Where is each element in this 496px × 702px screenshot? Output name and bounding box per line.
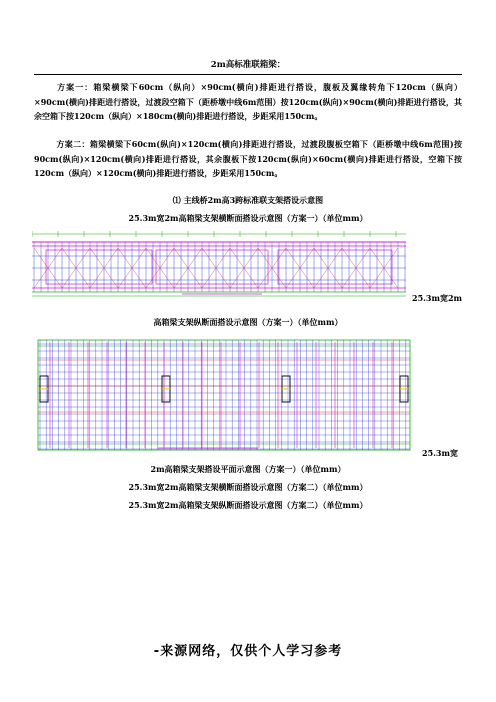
footer-note: -来源网络，仅供个人学习参考 (153, 644, 343, 659)
plan-one-text: 方案一：箱梁横梁下60cm（纵向）×90cm(横向)排距进行搭设，腹板及翼缘转角下120cm（纵向）×90cm(横向)排距进行搭设，过渡段空箱下（距桥墩中线6m范围）按120cm(纵向)×90cm(横向)排距进行搭设，其余空箱下按120cm（纵向）×180cm(横向)排距进行搭设，步距采用150cm。 (34, 82, 462, 121)
fig1-side-caption: 25.3m宽2m (412, 293, 462, 303)
plan-one-paragraph (34, 80, 462, 124)
fig1-caption: 25.3m宽2m高箱梁支架横断面搭设示意图（方案一）（单位mm） (128, 213, 368, 223)
longitudinal-drawing (34, 336, 414, 454)
cross-section-drawing (32, 228, 406, 300)
fig3-caption: 2m高箱梁支架搭设平面示意图（方案一）（单位mm） (150, 464, 346, 474)
fig4-caption: 25.3m宽2m高箱梁支架横断面搭设示意图（方案二）（单位mm） (128, 482, 368, 492)
fig2-side-caption: 25.3m宽 (422, 448, 458, 458)
fig5-caption: 25.3m宽2m高箱梁支架纵断面搭设示意图（方案二）（单位mm） (128, 500, 368, 510)
header-rule (34, 74, 462, 75)
fig2-caption: 高箱梁支架纵断面搭设示意图（方案一）（单位mm） (153, 317, 343, 327)
plan-two-text: 方案二：箱梁横梁下60cm(纵向)×120cm(横向)排距进行搭设，过渡段腹板空箱下（距桥墩中线6m范围)按90cm(纵向)×120cm(横向)排距进行搭设，其余腹板下按120cm(纵向)×60cm(横向)排距进行搭设，空箱下按120cm（纵向）×120cm(横向)排距进行搭设，步距采用150cm。 (34, 139, 462, 178)
section-heading: 2m高标准联箱梁： (210, 60, 286, 70)
subheading: ⑴ 主线桥2m高3跨标准联支架搭设示意图 (172, 195, 324, 205)
plan-two-paragraph (34, 137, 462, 181)
